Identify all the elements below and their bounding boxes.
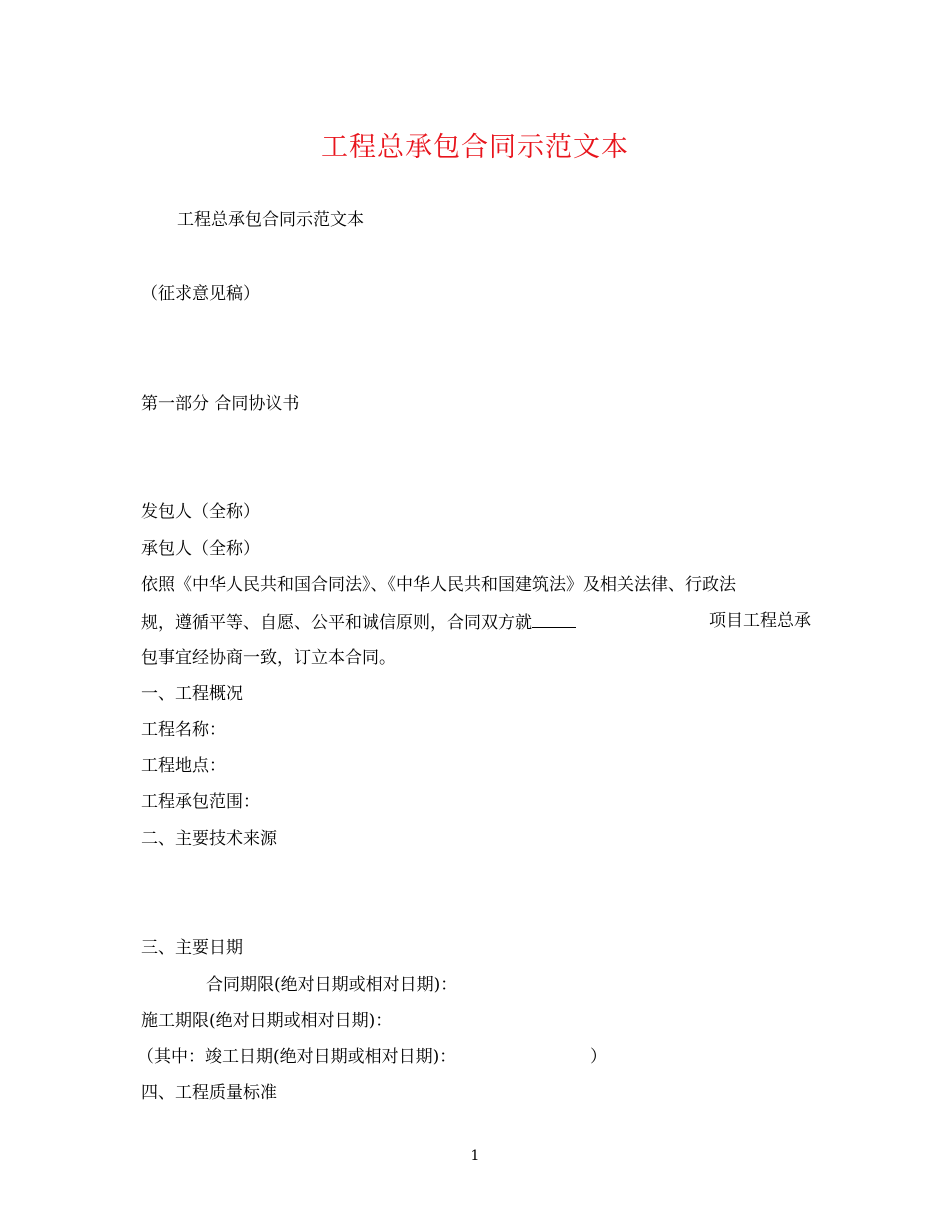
document-subtitle: 工程总承包合同示范文本 [177, 210, 364, 230]
page-number: 1 [470, 1148, 480, 1164]
section-2-heading: 二、主要技术来源 [141, 829, 277, 849]
paragraph-line-2-left: 规，遵循平等、自愿、公平和诚信原则，合同双方就 [141, 609, 576, 635]
section-4-heading: 四、工程质量标准 [141, 1083, 277, 1103]
draft-note: （征求意见稿） [141, 284, 260, 304]
part-heading: 第一部分 合同协议书 [141, 394, 300, 414]
project-location-field: 工程地点： [141, 756, 226, 776]
paragraph-line-1: 依照《中华人民共和国合同法》、《中华人民共和国建筑法》及相关法律、行政法 [141, 575, 736, 595]
page-title: 工程总承包合同示范文本 [321, 132, 629, 163]
paragraph-line-3: 包事宜经协商一致，订立本合同。 [141, 648, 396, 668]
completion-date-field: （其中：竣工日期(绝对日期或相对日期)： [137, 1047, 457, 1067]
project-blank [532, 609, 576, 628]
employer-line: 发包人（全称） [141, 502, 260, 522]
contract-period-field: 合同期限(绝对日期或相对日期)： [206, 975, 458, 995]
section-3-heading: 三、主要日期 [141, 938, 243, 958]
completion-date-close: ） [590, 1047, 607, 1067]
project-scope-field: 工程承包范围： [141, 792, 260, 812]
project-name-field: 工程名称： [141, 720, 226, 740]
section-1-heading: 一、工程概况 [141, 684, 243, 704]
paragraph-line-2 [141, 609, 811, 635]
contractor-line: 承包人（全称） [141, 539, 260, 559]
paragraph-line-2-right: 项目工程总承 [709, 611, 811, 631]
construction-period-field: 施工期限(绝对日期或相对日期)： [141, 1011, 393, 1031]
